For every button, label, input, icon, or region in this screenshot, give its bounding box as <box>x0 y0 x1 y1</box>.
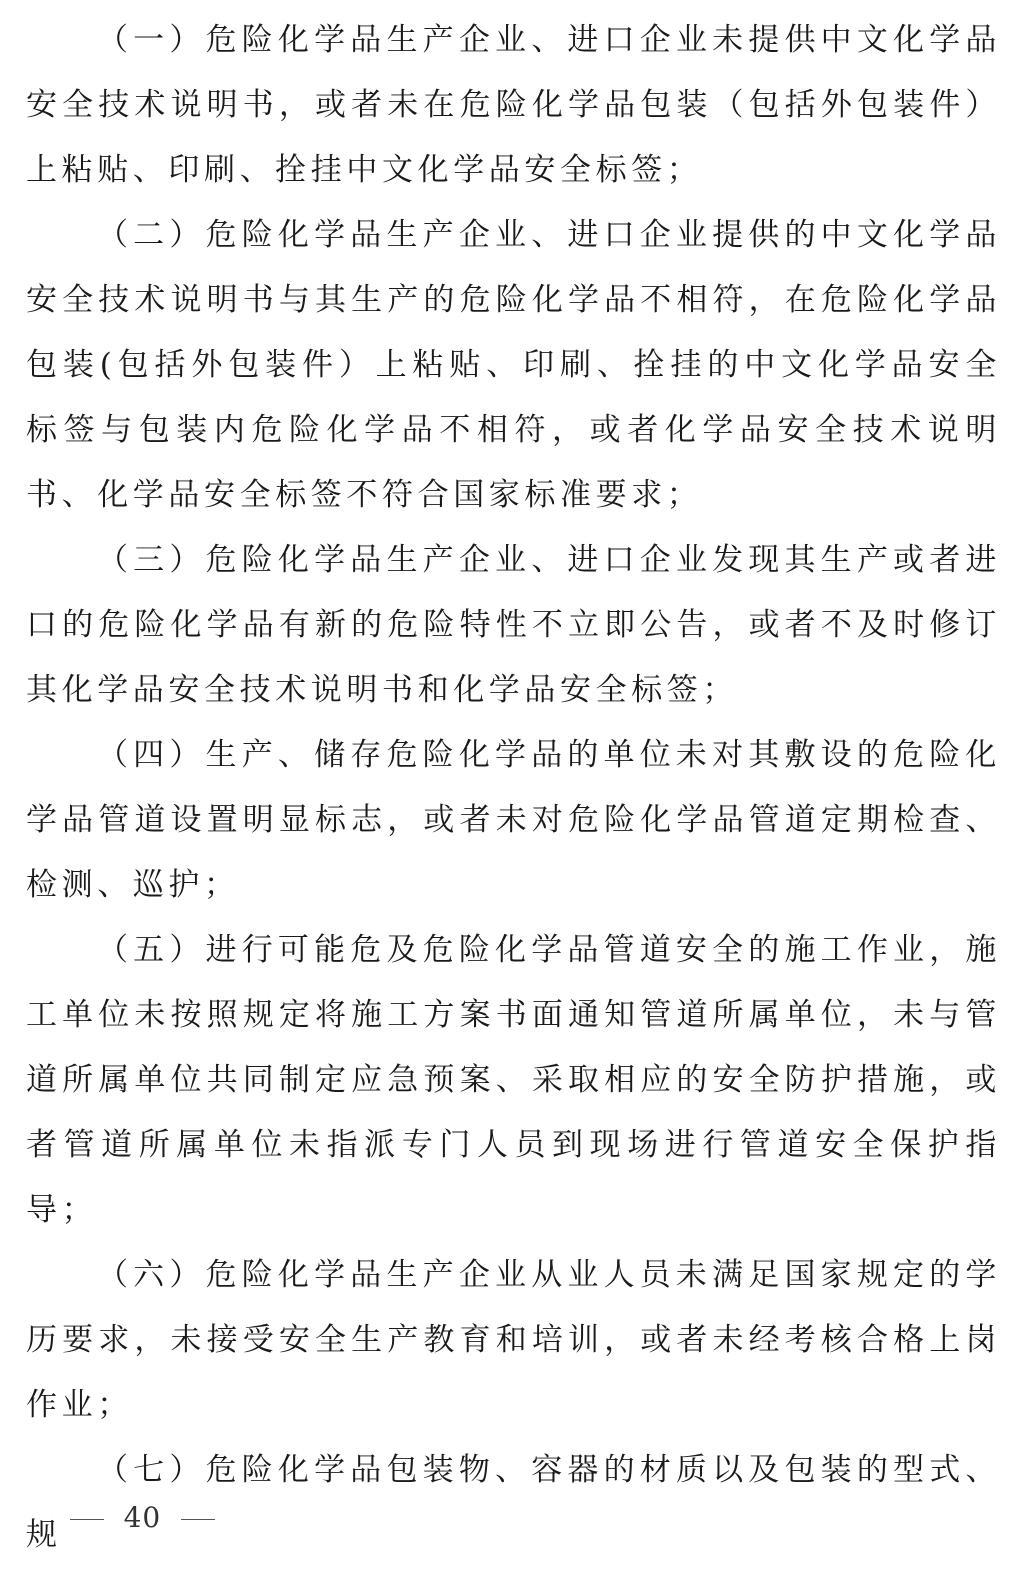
paragraph-item-5: （五）进行可能危及危险化学品管道安全的施工作业，施工单位未按照规定将施工方案书面通知管道所属单位，未与管道所属单位共同制定应急预案、采取相应的安全防护措施，或者管道所属单位未指派专门人员到现场进行管道安全保护指导； <box>26 932 1001 1228</box>
paragraph-item-7: （七）危险化学品包装物、容器的材质以及包装的型式、规 <box>26 1452 1001 1553</box>
paragraph-item-6: （六）危险化学品生产企业从业人员未满足国家规定的学历要求，未接受安全生产教育和培训，或者未经考核合格上岗作业； <box>26 1257 1001 1423</box>
body-text <box>26 8 1001 1568</box>
page-footer <box>34 1458 215 1578</box>
page-number: 40 <box>123 1501 162 1534</box>
paragraph-item-4: （四）生产、储存危险化学品的单位未对其敷设的危险化学品管道设置明显标志，或者未对危险化学品管道定期检查、检测、巡护； <box>26 737 1001 903</box>
paragraph-item-3: （三）危险化学品生产企业、进口企业发现其生产或者进口的危险化学品有新的危险特性不立即公告，或者不及时修订其化学品安全技术说明书和化学品安全标签； <box>26 542 1001 708</box>
paragraph-item-1: （一）危险化学品生产企业、进口企业未提供中文化学品安全技术说明书，或者未在危险化学品包装（包括外包装件）上粘贴、印刷、拴挂中文化学品安全标签； <box>26 22 1001 188</box>
paragraph-item-2: （二）危险化学品生产企业、进口企业提供的中文化学品安全技术说明书与其生产的危险化学品不相符，在危险化学品包装(包括外包装件）上粘贴、印刷、拴挂的中文化学品安全标签与包装内危险化学品不相符，或者化学品安全技术说明书、化学品安全标签不符合国家标准要求； <box>26 217 1001 513</box>
footer-left-dash <box>70 1519 104 1520</box>
footer-right-dash <box>181 1519 215 1520</box>
